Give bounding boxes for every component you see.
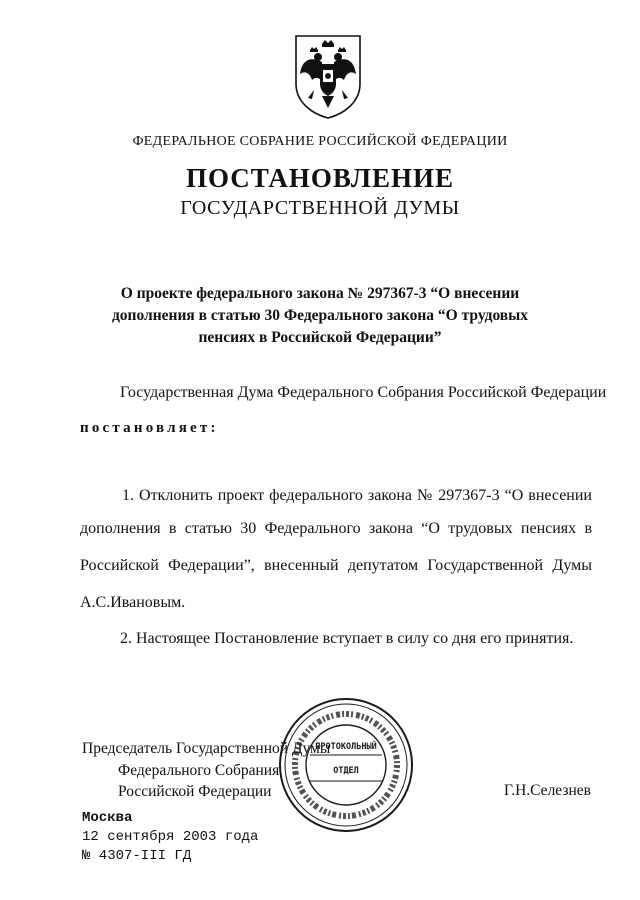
- paragraph-2: 2. Настоящее Постановление вступает в силу со дня его принятия.: [120, 630, 574, 647]
- paragraph-1-line-4: А.С.Ивановым.: [80, 594, 186, 611]
- document-type-title: ПОСТАНОВЛЕНИЕ: [185, 163, 455, 193]
- document-number: № 4307-III ГД: [82, 848, 192, 864]
- place-of-adoption: Москва: [82, 810, 133, 826]
- subject-line-1: О проекте федерального закона № 297367-3 “О внесении: [120, 285, 520, 302]
- document-subject: [0, 283, 640, 349]
- signatory-title-line-2: Федерального Собрания: [118, 762, 280, 779]
- paragraph-1-line-1: [82, 487, 592, 505]
- organization-name: ФЕДЕРАЛЬНОЕ СОБРАНИЕ РОССИЙСКОЙ ФЕДЕРАЦИИ: [132, 134, 508, 149]
- official-stamp: [276, 695, 416, 835]
- paragraph-1-line-2: дополнения в статью 30 Федерального закона “О трудовых пенсиях в: [80, 520, 592, 537]
- paragraph-1-line-3: Российской Федерации”, внесенный депутатом Государственной Думы: [80, 557, 592, 574]
- signatory-title-line-1: Председатель Государственной Думы: [82, 740, 331, 757]
- seal-text-top: ПРОТОКОЛЬНЫЙ: [315, 742, 377, 752]
- signatory-title-line-3: Российской Федерации: [118, 783, 272, 800]
- decree-word: постановляет:: [80, 420, 219, 436]
- preamble-text: Государственная Дума Федерального Собрания Российской Федерации: [120, 384, 607, 401]
- coat-of-arms-emblem: [292, 34, 364, 120]
- signatory-name: Г.Н.Селезнев: [504, 782, 591, 799]
- subject-line-3: пенсиях в Российской Федерации”: [198, 329, 442, 346]
- document-subtype: ГОСУДАРСТВЕННОЙ ДУМЫ: [180, 197, 460, 219]
- seal-text-bottom: ОТДЕЛ: [333, 766, 359, 776]
- paragraph-1-line-1-text: 1. Отклонить проект федерального закона № 297367-3 “О внесении: [122, 487, 592, 504]
- adoption-date: 12 сентября 2003 года: [82, 829, 259, 845]
- subject-line-2: дополнения в статью 30 Федерального закона “О трудовых: [111, 307, 529, 324]
